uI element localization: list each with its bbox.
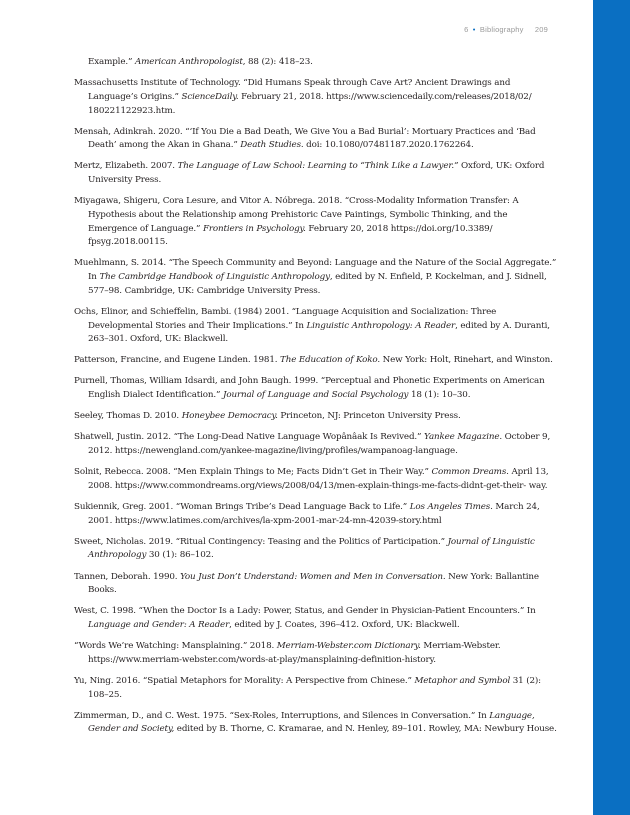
- bibliography-entry: Ochs, Elinor, and Schieffelin, Bambi. (1984) 2001. “Language Acquisition and Socialization: Three Developmental Stories and Their Implications.” In Linguistic Anthropology: A Reader, edited by A. Duranti, 263–301. Oxford, UK: Blackwell.: [74, 306, 550, 345]
- bullet-icon: •: [472, 25, 476, 34]
- bibliography-entry: “Words We’re Watching: Mansplaining.” 2018. Merriam-Webster.com Dictionary. Merriam-Webster. https://www.merriam-webster.com/words-at-play/mansplaining-definition-history.: [74, 641, 501, 665]
- page-number: 209: [534, 25, 548, 34]
- bibliography-entry: Purnell, Thomas, William Idsardi, and John Baugh. 1999. “Perceptual and Phonetic Experiments on American English Dialect Identification.” Journal of Language and Social Psychology 18 (1): 10–30.: [74, 376, 545, 401]
- bibliography-entry: Tannen, Deborah. 1990. You Just Don’t Understand: Women and Men in Conversation. New York: Ballantine Books.: [74, 571, 539, 596]
- chapter-color-bar: [593, 0, 630, 815]
- bibliography-entry: Yu, Ning. 2016. “Spatial Metaphors for Morality: A Perspective from Chinese.” Metaphor and Symbol 31 (2): 108–25.: [74, 675, 541, 700]
- chapter-number: 6: [464, 25, 469, 34]
- bibliography-entry: West, C. 1998. “When the Doctor Is a Lady: Power, Status, and Gender in Physician-Patient Encounters.” In Language and Gender: A Reader, edited by J. Coates, 396–412. Oxford, UK: Blackwell.: [74, 606, 536, 631]
- bibliography-entry: Miyagawa, Shigeru, Cora Lesure, and Vitor A. Nóbrega. 2018. “Cross-Modality Information Transfer: A Hypothesis about the Relationship among Prehistoric Cave Paintings, Symbolic Thinking, and the Emergence of Language.” Frontiers in Psychology. February 20, 2018 https://doi.org/10.3389/ fpsyg.2018.00115.: [74, 196, 519, 248]
- bibliography-entry: Example.” American Anthropologist, 88 (2): 418–23.: [88, 57, 313, 67]
- bibliography-entry: Sweet, Nicholas. 2019. “Ritual Contingency: Teasing and the Politics of Participation.” Journal of Linguistic Anthropology 30 (1): 86–102.: [74, 536, 535, 561]
- bibliography-entry: Sukiennik, Greg. 2001. “Woman Brings Tribe’s Dead Language Back to Life.” Los Angeles Times. March 24, 2001. https://www.latimes.com/archives/la-xpm-2001-mar-24-mn-42039-story.html: [74, 501, 540, 526]
- bibliography-entry: Mertz, Elizabeth. 2007. The Language of Law School: Learning to “Think Like a Lawyer.” Oxford, UK: Oxford University Press.: [74, 161, 545, 186]
- section-title: Bibliography: [479, 25, 524, 34]
- bibliography-list: [74, 56, 559, 745]
- bibliography-entry: Seeley, Thomas D. 2010. Honeybee Democracy. Princeton, NJ: Princeton University Press.: [74, 411, 461, 422]
- bibliography-entry: Shatwell, Justin. 2012. “The Long-Dead Native Language Wopânâak Is Revived.” Yankee Magazine. October 9, 2012. https://newengland.com/yankee-magazine/living/profiles/wampanoag-language.: [74, 432, 551, 457]
- bibliography-entry: Zimmerman, D., and C. West. 1975. “Sex-Roles, Interruptions, and Silences in Conversation.” In Language, Gender and Society, edited by B. Thorne, C. Kramarae, and N. Henley, 89–101. Rowley, MA: Newbury House.: [74, 710, 557, 735]
- bibliography-entry: Mensah, Adinkrah. 2020. “‘If You Die a Bad Death, We Give You a Bad Burial’: Mortuary Practices and ‘Bad Death’ among the Akan in Ghana.” Death Studies. doi: 10.1080/07481187.2020.1762264.: [74, 126, 536, 151]
- running-head: [464, 25, 548, 34]
- bibliography-entry: Muehlmann, S. 2014. “The Speech Community and Beyond: Language and the Nature of the Social Aggregate.” In The Cambridge Handbook of Linguistic Anthropology, edited by N. Enfield, P. Kockelman, and J. Sidnell, 577–98. Cambridge, UK: Cambridge University Press.: [74, 258, 557, 296]
- bibliography-entry: Patterson, Francine, and Eugene Linden. 1981. The Education of Koko. New York: Holt, Rinehart, and Winston.: [74, 355, 553, 366]
- bibliography-entry: Massachusetts Institute of Technology. “Did Humans Speak through Cave Art? Ancient Drawings and Language’s Origins.” ScienceDaily. February 21, 2018. https://www.sciencedaily.com/releases/2018/02/ 180221122923.htm.: [74, 78, 532, 116]
- bibliography-entry: Solnit, Rebecca. 2008. “Men Explain Things to Me; Facts Didn’t Get in Their Way.” Common Dreams. April 13, 2008. https://www.commondreams.org/views/2008/04/13/men-explain-things-me-facts-didnt-get-their- way.: [74, 467, 549, 491]
